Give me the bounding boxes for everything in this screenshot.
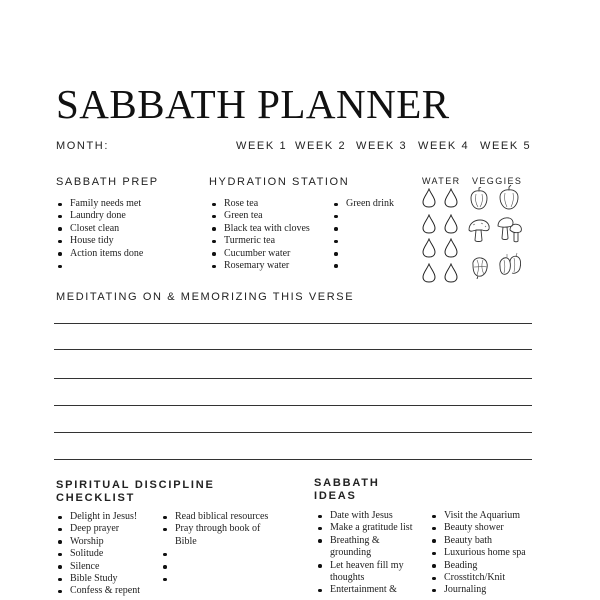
month-label: MONTH: xyxy=(56,140,109,152)
water-drop-icon[interactable] xyxy=(422,214,436,234)
list-item[interactable]: Beauty bath xyxy=(430,535,550,547)
week-4-label: WEEK 4 xyxy=(418,140,470,152)
list-item[interactable] xyxy=(332,210,412,222)
list-item[interactable]: Silence xyxy=(56,561,156,573)
list-item[interactable] xyxy=(161,548,271,560)
list-item[interactable]: Bible Study xyxy=(56,573,156,585)
list-item[interactable]: House tidy xyxy=(56,235,196,247)
ideas-heading-line1: SABBATH xyxy=(314,477,380,489)
list-item[interactable]: Green tea xyxy=(210,210,330,222)
water-drop-icon[interactable] xyxy=(422,188,436,208)
list-item[interactable] xyxy=(332,235,412,247)
spiritual-heading-line2: CHECKLIST xyxy=(56,492,136,504)
verse-writing-line[interactable] xyxy=(54,349,532,350)
spiritual-list-col2 xyxy=(161,511,271,585)
list-item[interactable]: Turmeric tea xyxy=(210,235,330,247)
week-2-label: WEEK 2 xyxy=(295,140,347,152)
list-item[interactable]: Beading xyxy=(430,560,550,572)
list-item[interactable]: Delight in Jesus! xyxy=(56,511,156,523)
list-item[interactable]: Make a gratitude list xyxy=(316,522,422,534)
spiritual-list-col1 xyxy=(56,511,156,598)
list-item[interactable]: Journaling xyxy=(430,584,550,596)
list-item[interactable]: Luxurious home spa xyxy=(430,547,550,559)
water-drop-icon[interactable] xyxy=(444,263,458,283)
hydration-heading: HYDRATION STATION xyxy=(209,176,350,188)
list-item[interactable]: Family needs met xyxy=(56,198,196,210)
verse-writing-line[interactable] xyxy=(54,405,532,406)
list-item[interactable]: Action items done xyxy=(56,248,196,260)
water-drop-icon[interactable] xyxy=(444,214,458,234)
list-item[interactable]: Crosstitch/Knit xyxy=(430,572,550,584)
sabbath-prep-heading: SABBATH PREP xyxy=(56,176,159,188)
list-item[interactable] xyxy=(161,561,271,573)
list-item[interactable]: Rose tea xyxy=(210,198,330,210)
list-item[interactable] xyxy=(332,223,412,235)
list-item[interactable]: Solitude xyxy=(56,548,156,560)
hydration-list-col1 xyxy=(210,198,330,272)
week-5-label: WEEK 5 xyxy=(480,140,532,152)
ideas-list-col1 xyxy=(316,510,422,597)
ideas-list-col2 xyxy=(430,510,550,597)
page-title: SABBATH PLANNER xyxy=(56,81,450,127)
list-item[interactable]: Date with Jesus xyxy=(316,510,422,522)
verse-writing-line[interactable] xyxy=(54,459,532,460)
brussels-sprout-icon[interactable] xyxy=(469,255,491,279)
veggies-label: VEGGIES xyxy=(472,176,523,186)
ideas-heading-line2: IDEAS xyxy=(314,490,357,502)
list-item[interactable]: Let heaven fill my thoughts xyxy=(316,560,422,585)
sabbath-prep-list xyxy=(56,198,196,272)
water-label: WATER xyxy=(422,176,461,186)
bell-pepper-icon[interactable] xyxy=(497,185,521,211)
mushroom-icon[interactable] xyxy=(496,216,524,244)
list-item[interactable]: Confess & repent xyxy=(56,585,156,597)
list-item[interactable] xyxy=(332,248,412,260)
verse-writing-line[interactable] xyxy=(54,378,532,379)
list-item[interactable]: Laundry done xyxy=(56,210,196,222)
list-item[interactable]: Green drink xyxy=(332,198,412,210)
list-item[interactable]: Visit the Aquarium xyxy=(430,510,550,522)
hydration-list-col2 xyxy=(332,198,412,272)
list-item[interactable]: Beauty shower xyxy=(430,522,550,534)
list-item[interactable] xyxy=(161,573,271,585)
list-item[interactable]: Pray through book of Bible xyxy=(161,523,271,548)
verse-heading: MEDITATING ON & MEMORIZING THIS VERSE xyxy=(56,291,355,303)
water-drop-icon[interactable] xyxy=(422,238,436,258)
list-item[interactable]: Read biblical resources xyxy=(161,511,271,523)
verse-writing-line[interactable] xyxy=(54,323,532,324)
list-item[interactable]: Breathing & grounding xyxy=(316,535,422,560)
list-item[interactable]: Worship xyxy=(56,536,156,548)
bell-pepper-icon[interactable] xyxy=(468,187,490,211)
list-item[interactable] xyxy=(332,260,412,272)
list-item[interactable]: Black tea with cloves xyxy=(210,223,330,235)
water-drop-icon[interactable] xyxy=(444,188,458,208)
brussels-sprout-icon[interactable] xyxy=(497,252,523,280)
week-3-label: WEEK 3 xyxy=(356,140,408,152)
list-item[interactable]: Closet clean xyxy=(56,223,196,235)
water-drop-icon[interactable] xyxy=(444,238,458,258)
list-item[interactable]: Entertainment & xyxy=(316,584,422,596)
list-item[interactable]: Cucumber water xyxy=(210,248,330,260)
water-drop-icon[interactable] xyxy=(422,263,436,283)
week-1-label: WEEK 1 xyxy=(236,140,288,152)
list-item[interactable]: Deep prayer xyxy=(56,523,156,535)
mushroom-icon[interactable] xyxy=(467,218,491,244)
verse-writing-line[interactable] xyxy=(54,432,532,433)
spiritual-heading-line1: SPIRITUAL DISCIPLINE xyxy=(56,479,215,491)
list-item[interactable] xyxy=(56,260,196,272)
list-item[interactable]: Rosemary water xyxy=(210,260,330,272)
